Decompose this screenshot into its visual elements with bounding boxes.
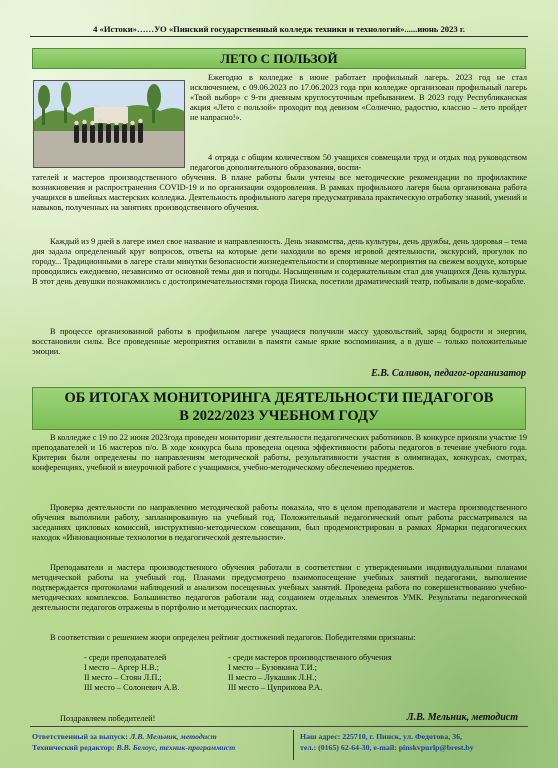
list-item: I место – Бузовкина Т.И.;	[228, 663, 317, 672]
footer-address: Наш адрес: 225710, г. Пинск, ул. Федотова, 36,	[300, 732, 462, 741]
footer-responsible	[32, 731, 235, 742]
list-item: II место – Лукашик Л.Н.;	[228, 673, 317, 682]
article2-paragraph-1: В колледже с 19 по 22 июня 2023года проведен мониторинг деятельности педагогических работников. В конкурсе приняли участие 19 преподавателей и 16 мастеров п/о. В ходе конкурса была проведена оценка эффективности работы педагогов в течение учебного года. Критерии были определены по направлениям методической работы, результативности участия в олимпиадах, конкурсах, смотрах, конференциях, учебной и внеурочной работе с учащимися, учебно-методическому обеспечению предметов.	[32, 433, 527, 472]
article2-paragraph-4: В соответствии с решением жюри определен рейтинг достижений педагогов. Победителями признаны:	[50, 633, 416, 642]
article2-title	[32, 387, 526, 430]
group-photo-illustration	[34, 81, 184, 167]
article1-paragraph-4: В процессе организованной работы в профильном лагере учащиеся получили массу удовольствий, заряд бодрости и энергии, восстановили силы. Все проведенные мероприятия оставили в памяти самые яркие воспоминания, а в душе – только положительные эмоции.	[32, 327, 527, 356]
article1-paragraph-3: Каждый из 9 дней в лагере имел свое название и направленность. День знакомства, день культуры, день дружбы, день здоровья – тема дня задала определенный круг вопросов, ответы на которые дети находили во время игровой деятельности, экскурсий, прогулок по городу... Традиционными в лагере стали минутки безопасности жизнедеятельности и спортивные мероприятия на свежем воздухе, которые проводились ежедневно, независимо от основной темы дня и погоды. Насыщенным и содержательным стал для учащихся День культуры. В этот день девушки познакомились с достопримечательностями города Пинска, посетили драматический театр, побывали в доме-корабле.	[32, 237, 527, 286]
masters-winners-list	[228, 653, 392, 693]
footer-phone-email: тел.: (0165) 62-64-30, e-mail: pinskvpurlp@brest.by	[300, 743, 474, 752]
list-item: II место – Стоян Л.П.;	[84, 673, 162, 682]
article1-signature: Е.В. Саливон, педагог-организатор	[371, 368, 526, 379]
list-item: - среди преподавателей	[84, 653, 167, 662]
footer-editor-info	[32, 731, 235, 753]
article2-title-line2: В 2022/2023 УЧЕБНОМ ГОДУ	[179, 408, 379, 424]
article2-signature: Л.В. Мельник, методист	[406, 712, 518, 723]
issue-header: 4 «Истоки»……УО «Пинский государственный колледж техники и технологий»......июнь 2023 г.	[93, 24, 465, 34]
teachers-winners-list	[84, 653, 179, 693]
article1-paragraph-2b: тателей и мастеров производственного обучения. В плане работы были учтены все методические рекомендации по профилактике возникновения и распространения COVID-19 и по организации оздоровления. В рамках профильного лагеря была организована работа учащихся в швейных мастерских колледжа. Деятельность профильного лагеря предусматривала практическую отработку знаний, умений и навыков, полученных на занятиях производственного обучения.	[32, 173, 527, 212]
footer-divider	[30, 726, 528, 727]
camp-group-photo	[33, 80, 185, 168]
header-divider	[30, 36, 528, 37]
footer-tech-editor	[32, 742, 235, 753]
footer-responsible-value: Л.В. Мельник, методист	[129, 732, 217, 741]
article2-paragraph-3: Преподаватели и мастера производственного обучения работали в соответствии с утвержденными индивидуальными планами методической работы на учебный год. Планами предусмотрено взаимопосещение учебных занятий педагогами, выполнение подтверждается протоколами наблюдений и анализом посещенных учебных занятий. Проведена работа по совершенствованию учебно-методических комплексов. Большинство педагогов работали над созданием отдельных элементов УМК. Результаты педагогической деятельности педагогов отражены в портфолио и методических паспортах.	[32, 563, 527, 612]
footer-contacts	[300, 731, 474, 753]
article2-title-line1: ОБ ИТОГАХ МОНИТОРИНГА ДЕЯТЕЛЬНОСТИ ПЕДАГОГОВ	[64, 390, 494, 406]
list-item: III место – Солоневич А.В.	[84, 683, 180, 692]
article1-paragraph-1: Ежегодно в колледже в июне работает профильный лагерь. 2023 год не стал исключением, с 09.06.2023 по 17.06.2023 года при колледже организован профильный лагерь «Твой выбор» с 9-ти дневным круглосуточным пребыванием. В 2023 году Республиканская акция «Лето с пользой» проходит под девизом «Солнечно, радостно, классно – лето пройдет не напрасно!».	[190, 73, 527, 122]
list-item: I место – Аргер Н.В.;	[84, 663, 159, 672]
footer-responsible-label: Ответственный за выпуск:	[32, 732, 128, 741]
article1-paragraph-2a: 4 отряда с общим количеством 50 учащихся совмещали труд и отдых под руководством педагогов дополнительного образования, воспи-	[190, 153, 527, 172]
congratulations-text: Поздравляем победителей!	[60, 714, 156, 723]
footer-tech-editor-label: Технический редактор:	[32, 743, 115, 752]
list-item: III место – Цупринова Р.А.	[228, 683, 323, 692]
article2-paragraph-2: Проверка деятельности по направлению методической работы показала, что в целом преподаватели и мастера производственного обучения выполнили работу, запланированную на учебный год. Положительный педагогический опыт работы рассматривался на заседаниях цикловых комиссий, инструктивно-методическом совещании, был продемонстрирован в рамках Ярмарки педагогических находок «Инновационные технологии в педагогической деятельности».	[32, 503, 527, 542]
footer-vertical-divider	[293, 730, 294, 760]
list-item: - среди мастеров производственного обучения	[228, 653, 392, 662]
footer-tech-editor-value: В.В. Белоус, техник-программист	[116, 743, 236, 752]
article1-title: ЛЕТО С ПОЛЬЗОЙ	[32, 48, 526, 69]
